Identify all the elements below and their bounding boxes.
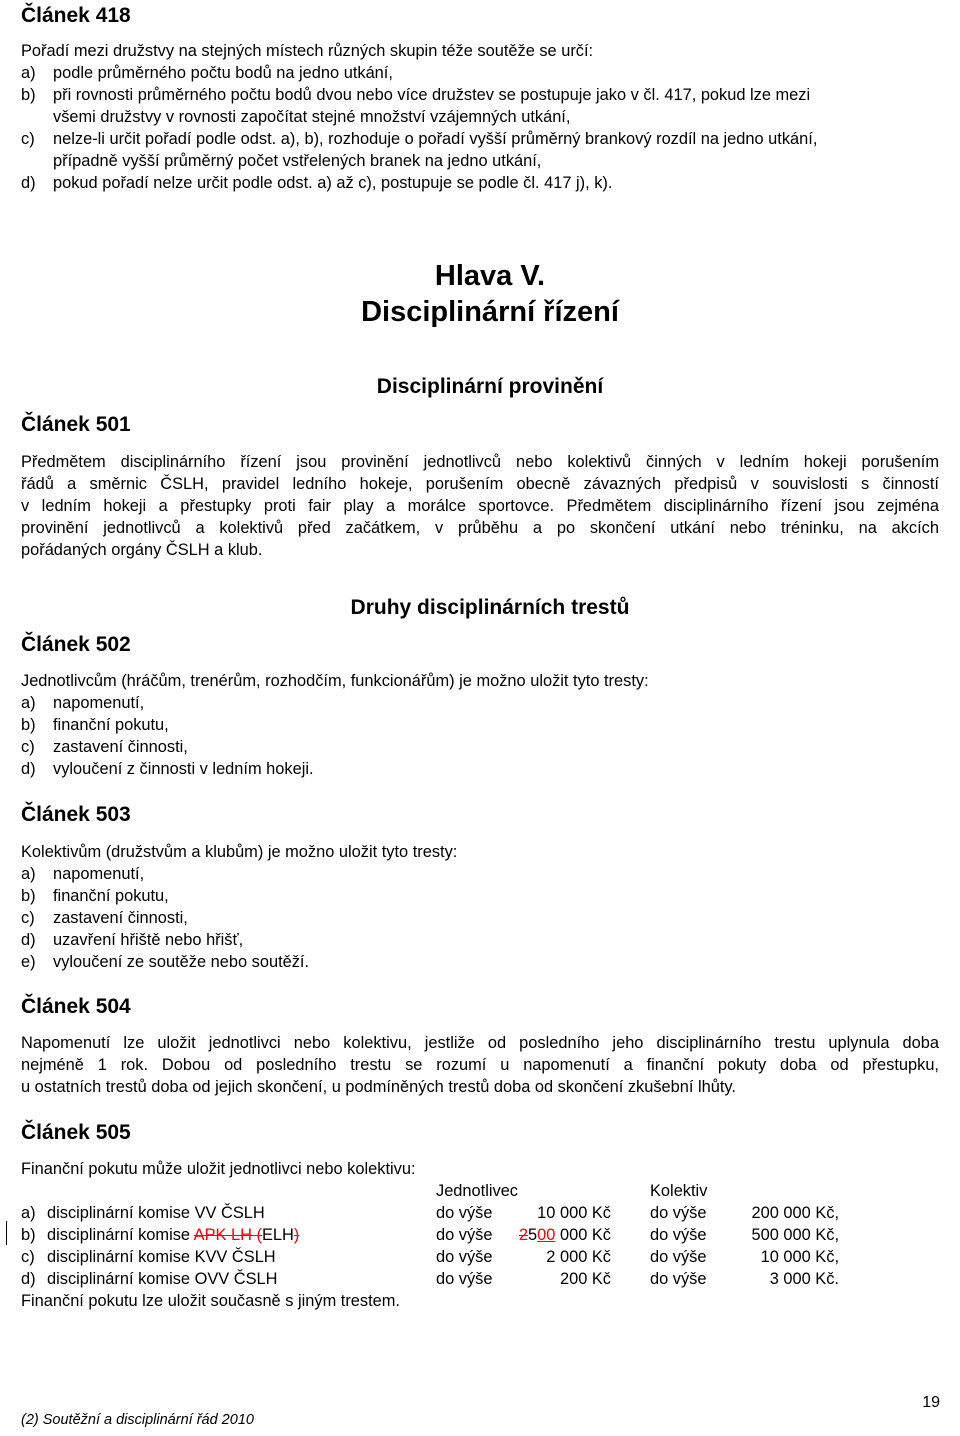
art418-intro: Pořadí mezi družstvy na stejných místech různých skupin téže soutěže se určí: [21, 42, 594, 60]
list-item: c) nelze-li určit pořadí podle odst. a), b), rozhoduje o pořadí vyšší průměrný brankový rozdíl na jedno utkání, případně vyšší průměrný počet vstřelených branek na jedno utkání, [21, 130, 818, 170]
fine-table [21, 1180, 941, 1312]
list-item: a) podle průměrného počtu bodů na jedno utkání, [21, 64, 393, 82]
paragraph-line: Napomenutí lze uložit jednotlivci nebo kolektivu, jestliže od posledního jeho disciplinárního trestu uplynula doba [21, 1034, 939, 1052]
list-item: d) uzavření hřiště nebo hřišť, [21, 931, 244, 949]
list-item: c) zastavení činnosti, [21, 909, 188, 927]
section-title: Disciplinární provinění [376, 375, 604, 398]
paragraph-line: v ledním hokeji a přestupky proti fair play a morálce sportovce. Předmětem disciplinárního řízení jsou zejména [21, 497, 939, 515]
art503-body [21, 841, 941, 973]
revision-bar [6, 1221, 7, 1245]
section-title: Druhy disciplinárních trestů [350, 596, 630, 619]
fine-table-header [21, 1180, 941, 1202]
paragraph-line: provinění jednotlivců a kolektivů před začátkem, v průběhu a po skončení utkání nebo tréninku, na akcích [21, 519, 939, 537]
paragraph-line: pořádaných orgány ČSLH a klub. [21, 541, 263, 559]
footer-document-title: (2) Soutěžní a disciplinární řád 2010 [21, 1412, 254, 1428]
art505-heading: Článek 505 [21, 1121, 131, 1144]
list-item: d) pokud pořadí nelze určit podle odst. a) až c), postupuje se podle čl. 417 j), k). [21, 174, 613, 192]
art503-intro: Kolektivům (družstvům a klubům) je možno uložit tyto tresty: [21, 843, 458, 861]
art504-heading: Článek 504 [21, 995, 131, 1018]
art501-heading: Článek 501 [21, 413, 131, 436]
paragraph-line: řádů a směrnic ČSLH, pravidel ledního hokeje, porušením obecně závazných předpisů v souvislosti s činností [21, 475, 939, 493]
art502-heading: Článek 502 [21, 633, 131, 656]
art505-intro: Finanční pokutu může uložit jednotlivci nebo kolektivu: [21, 1160, 416, 1178]
art503-heading: Článek 503 [21, 803, 131, 826]
deleted-text: ) [293, 1226, 300, 1244]
list-item: b) při rovnosti průměrného počtu bodů dvou nebo více družstev se postupuje jako v čl. 417, pokud lze mezi všemi družstvy v rovnosti započítat stejné množství vzájemných utkání, [21, 86, 811, 126]
art504-body [21, 1032, 939, 1098]
deleted-text: 2 [518, 1226, 529, 1244]
art502-body [21, 670, 941, 780]
deleted-text: APK LH ( [193, 1226, 262, 1244]
list-item: b) finanční pokutu, [21, 887, 169, 905]
list-item: c) zastavení činnosti, [21, 738, 188, 756]
column-header-collective: Kolektiv [650, 1182, 708, 1200]
art502-intro: Jednotlivcům (hráčům, trenérům, rozhodčím, funkcionářům) je možno uložit tyto tresty: [21, 672, 649, 690]
art418-heading: Článek 418 [21, 4, 131, 27]
table-row: c) disciplinární komise KVV ČSLH do výše 2 000 Kč do výše 10 000 Kč, [21, 1248, 839, 1266]
revised-body: disciplinární komise APK LH (ELH) [47, 1226, 300, 1244]
table-row: b) disciplinární komise APK LH (ELH) do výše 2500 000 Kč do výše 500 000 Kč, [21, 1226, 839, 1244]
column-header-individual: Jednotlivec [436, 1182, 519, 1200]
art505-outro: Finanční pokutu lze uložit současně s jiným trestem. [21, 1292, 400, 1310]
list-item: a) napomenutí, [21, 865, 145, 883]
inserted-text: 00 [537, 1226, 556, 1244]
list-item: a) napomenutí, [21, 694, 145, 712]
revised-amount: 2500 000 Kč [518, 1226, 611, 1244]
table-row: a) disciplinární komise VV ČSLH do výše 10 000 Kč do výše 200 000 Kč, [21, 1204, 839, 1222]
list-item: e) vyloučení ze soutěže nebo soutěží. [21, 953, 310, 971]
paragraph-line: Předmětem disciplinárního řízení jsou provinění jednotlivců nebo kolektivů činných v ledním hokeji porušením [21, 453, 939, 471]
paragraph-line: u ostatních trestů doba od jejich skončení, u podmíněných trestů doba od skončení zkušební lhůty. [21, 1078, 736, 1096]
part-title: Hlava V. [434, 260, 546, 292]
list-item: b) finanční pokutu, [21, 716, 169, 734]
list-item: d) vyloučení z činnosti v ledním hokeji. [21, 760, 314, 778]
table-row: d) disciplinární komise OVV ČSLH do výše 200 Kč do výše 3 000 Kč. [21, 1270, 839, 1288]
art501-body [21, 451, 939, 561]
paragraph-line: nejméně 1 rok. Dobou od posledního trestu se rozumí u napomenutí a finanční pokuty doba od přestupku, [21, 1056, 939, 1074]
page-number: 19 [922, 1394, 940, 1411]
art418-section [21, 40, 941, 194]
part-subtitle: Disciplinární řízení [361, 296, 619, 328]
